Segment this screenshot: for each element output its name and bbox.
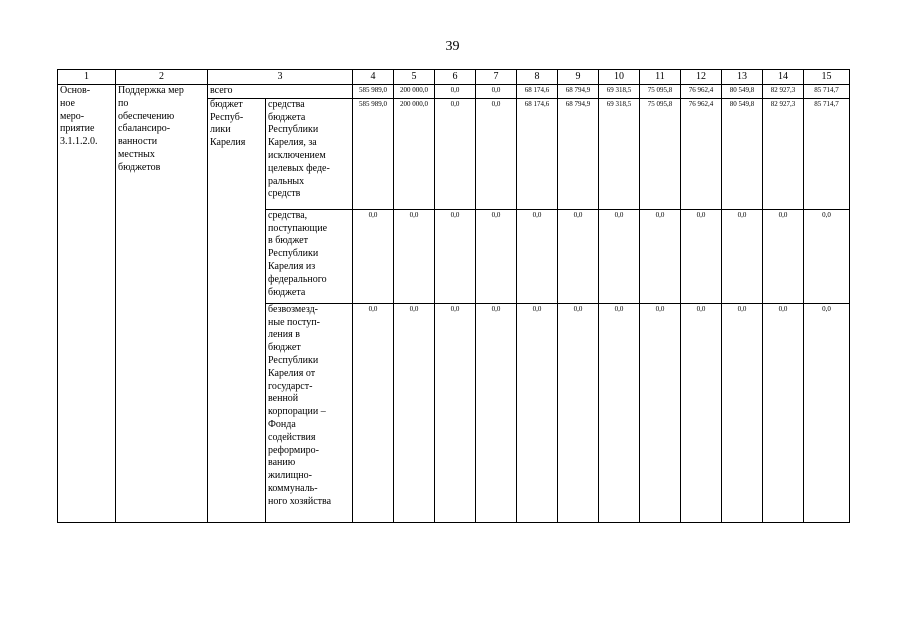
header-cell: 4 <box>353 70 394 85</box>
value-cell: 0,0 <box>640 209 681 303</box>
source-label: безвозмезд- ные поступ- ления в бюджет Республики Карелия от государст- венной корпорации – Фонда содействия реформиро- ванию жилищно- коммуналь- ного хозяйства <box>266 303 353 522</box>
value-cell: 68 794,9 <box>558 98 599 209</box>
value-cell: 0,0 <box>394 209 435 303</box>
header-cell: 6 <box>435 70 476 85</box>
value-cell: 0,0 <box>517 303 558 522</box>
value-cell: 85 714,7 <box>804 85 850 99</box>
value-cell: 0,0 <box>640 303 681 522</box>
budget-table <box>57 69 850 523</box>
value-cell: 0,0 <box>763 209 804 303</box>
value-cell: 69 318,5 <box>599 85 640 99</box>
value-cell: 68 174,6 <box>517 98 558 209</box>
value-cell: 69 318,5 <box>599 98 640 209</box>
value-cell: 80 549,8 <box>722 98 763 209</box>
header-cell: 14 <box>763 70 804 85</box>
value-cell: 80 549,8 <box>722 85 763 99</box>
value-cell: 76 962,4 <box>681 85 722 99</box>
budget-label: бюджет Респуб- лики Карелия <box>208 98 266 522</box>
value-cell: 0,0 <box>599 209 640 303</box>
value-cell: 0,0 <box>804 303 850 522</box>
value-cell: 0,0 <box>476 98 517 209</box>
value-cell: 200 000,0 <box>394 85 435 99</box>
value-cell: 585 989,0 <box>353 98 394 209</box>
value-cell: 200 000,0 <box>394 98 435 209</box>
header-cell: 8 <box>517 70 558 85</box>
value-cell: 0,0 <box>435 209 476 303</box>
value-cell: 0,0 <box>353 303 394 522</box>
header-cell: 9 <box>558 70 599 85</box>
header-cell: 11 <box>640 70 681 85</box>
value-cell: 0,0 <box>435 98 476 209</box>
value-cell: 0,0 <box>476 85 517 99</box>
value-cell: 0,0 <box>722 303 763 522</box>
header-cell: 13 <box>722 70 763 85</box>
value-cell: 0,0 <box>722 209 763 303</box>
value-cell: 0,0 <box>517 209 558 303</box>
header-cell: 1 <box>58 70 116 85</box>
value-cell: 75 095,8 <box>640 85 681 99</box>
value-cell: 0,0 <box>558 209 599 303</box>
header-cell: 15 <box>804 70 850 85</box>
value-cell: 68 174,6 <box>517 85 558 99</box>
header-cell: 10 <box>599 70 640 85</box>
value-cell: 0,0 <box>599 303 640 522</box>
header-cell: 5 <box>394 70 435 85</box>
value-cell: 0,0 <box>435 303 476 522</box>
value-cell: 0,0 <box>353 209 394 303</box>
value-cell: 585 989,0 <box>353 85 394 99</box>
header-cell: 12 <box>681 70 722 85</box>
value-cell: 0,0 <box>681 303 722 522</box>
value-cell: 0,0 <box>435 85 476 99</box>
value-cell: 82 927,3 <box>763 98 804 209</box>
total-row <box>58 85 850 99</box>
value-cell: 85 714,7 <box>804 98 850 209</box>
value-cell: 68 794,9 <box>558 85 599 99</box>
value-cell: 0,0 <box>558 303 599 522</box>
value-cell: 0,0 <box>476 303 517 522</box>
value-cell: 0,0 <box>476 209 517 303</box>
header-cell: 2 <box>116 70 208 85</box>
total-label: всего <box>208 85 353 99</box>
header-row <box>58 70 850 85</box>
page-number: 39 <box>445 39 460 54</box>
header-cell: 3 <box>208 70 353 85</box>
value-cell: 76 962,4 <box>681 98 722 209</box>
value-cell: 0,0 <box>763 303 804 522</box>
event-name: Основ- ное меро- приятие 3.1.1.2.0. <box>58 85 116 523</box>
event-description: Поддержка мер по обеспечению сбалансиро- ванности местных бюджетов <box>116 85 208 523</box>
value-cell: 82 927,3 <box>763 85 804 99</box>
value-cell: 75 095,8 <box>640 98 681 209</box>
source-label: средства, поступающие в бюджет Республики Карелия из федерального бюджета <box>266 209 353 303</box>
header-cell: 7 <box>476 70 517 85</box>
value-cell: 0,0 <box>394 303 435 522</box>
value-cell: 0,0 <box>681 209 722 303</box>
source-label: средства бюджета Республики Карелия, за исключением целевых феде- ральных средств <box>266 98 353 209</box>
value-cell: 0,0 <box>804 209 850 303</box>
